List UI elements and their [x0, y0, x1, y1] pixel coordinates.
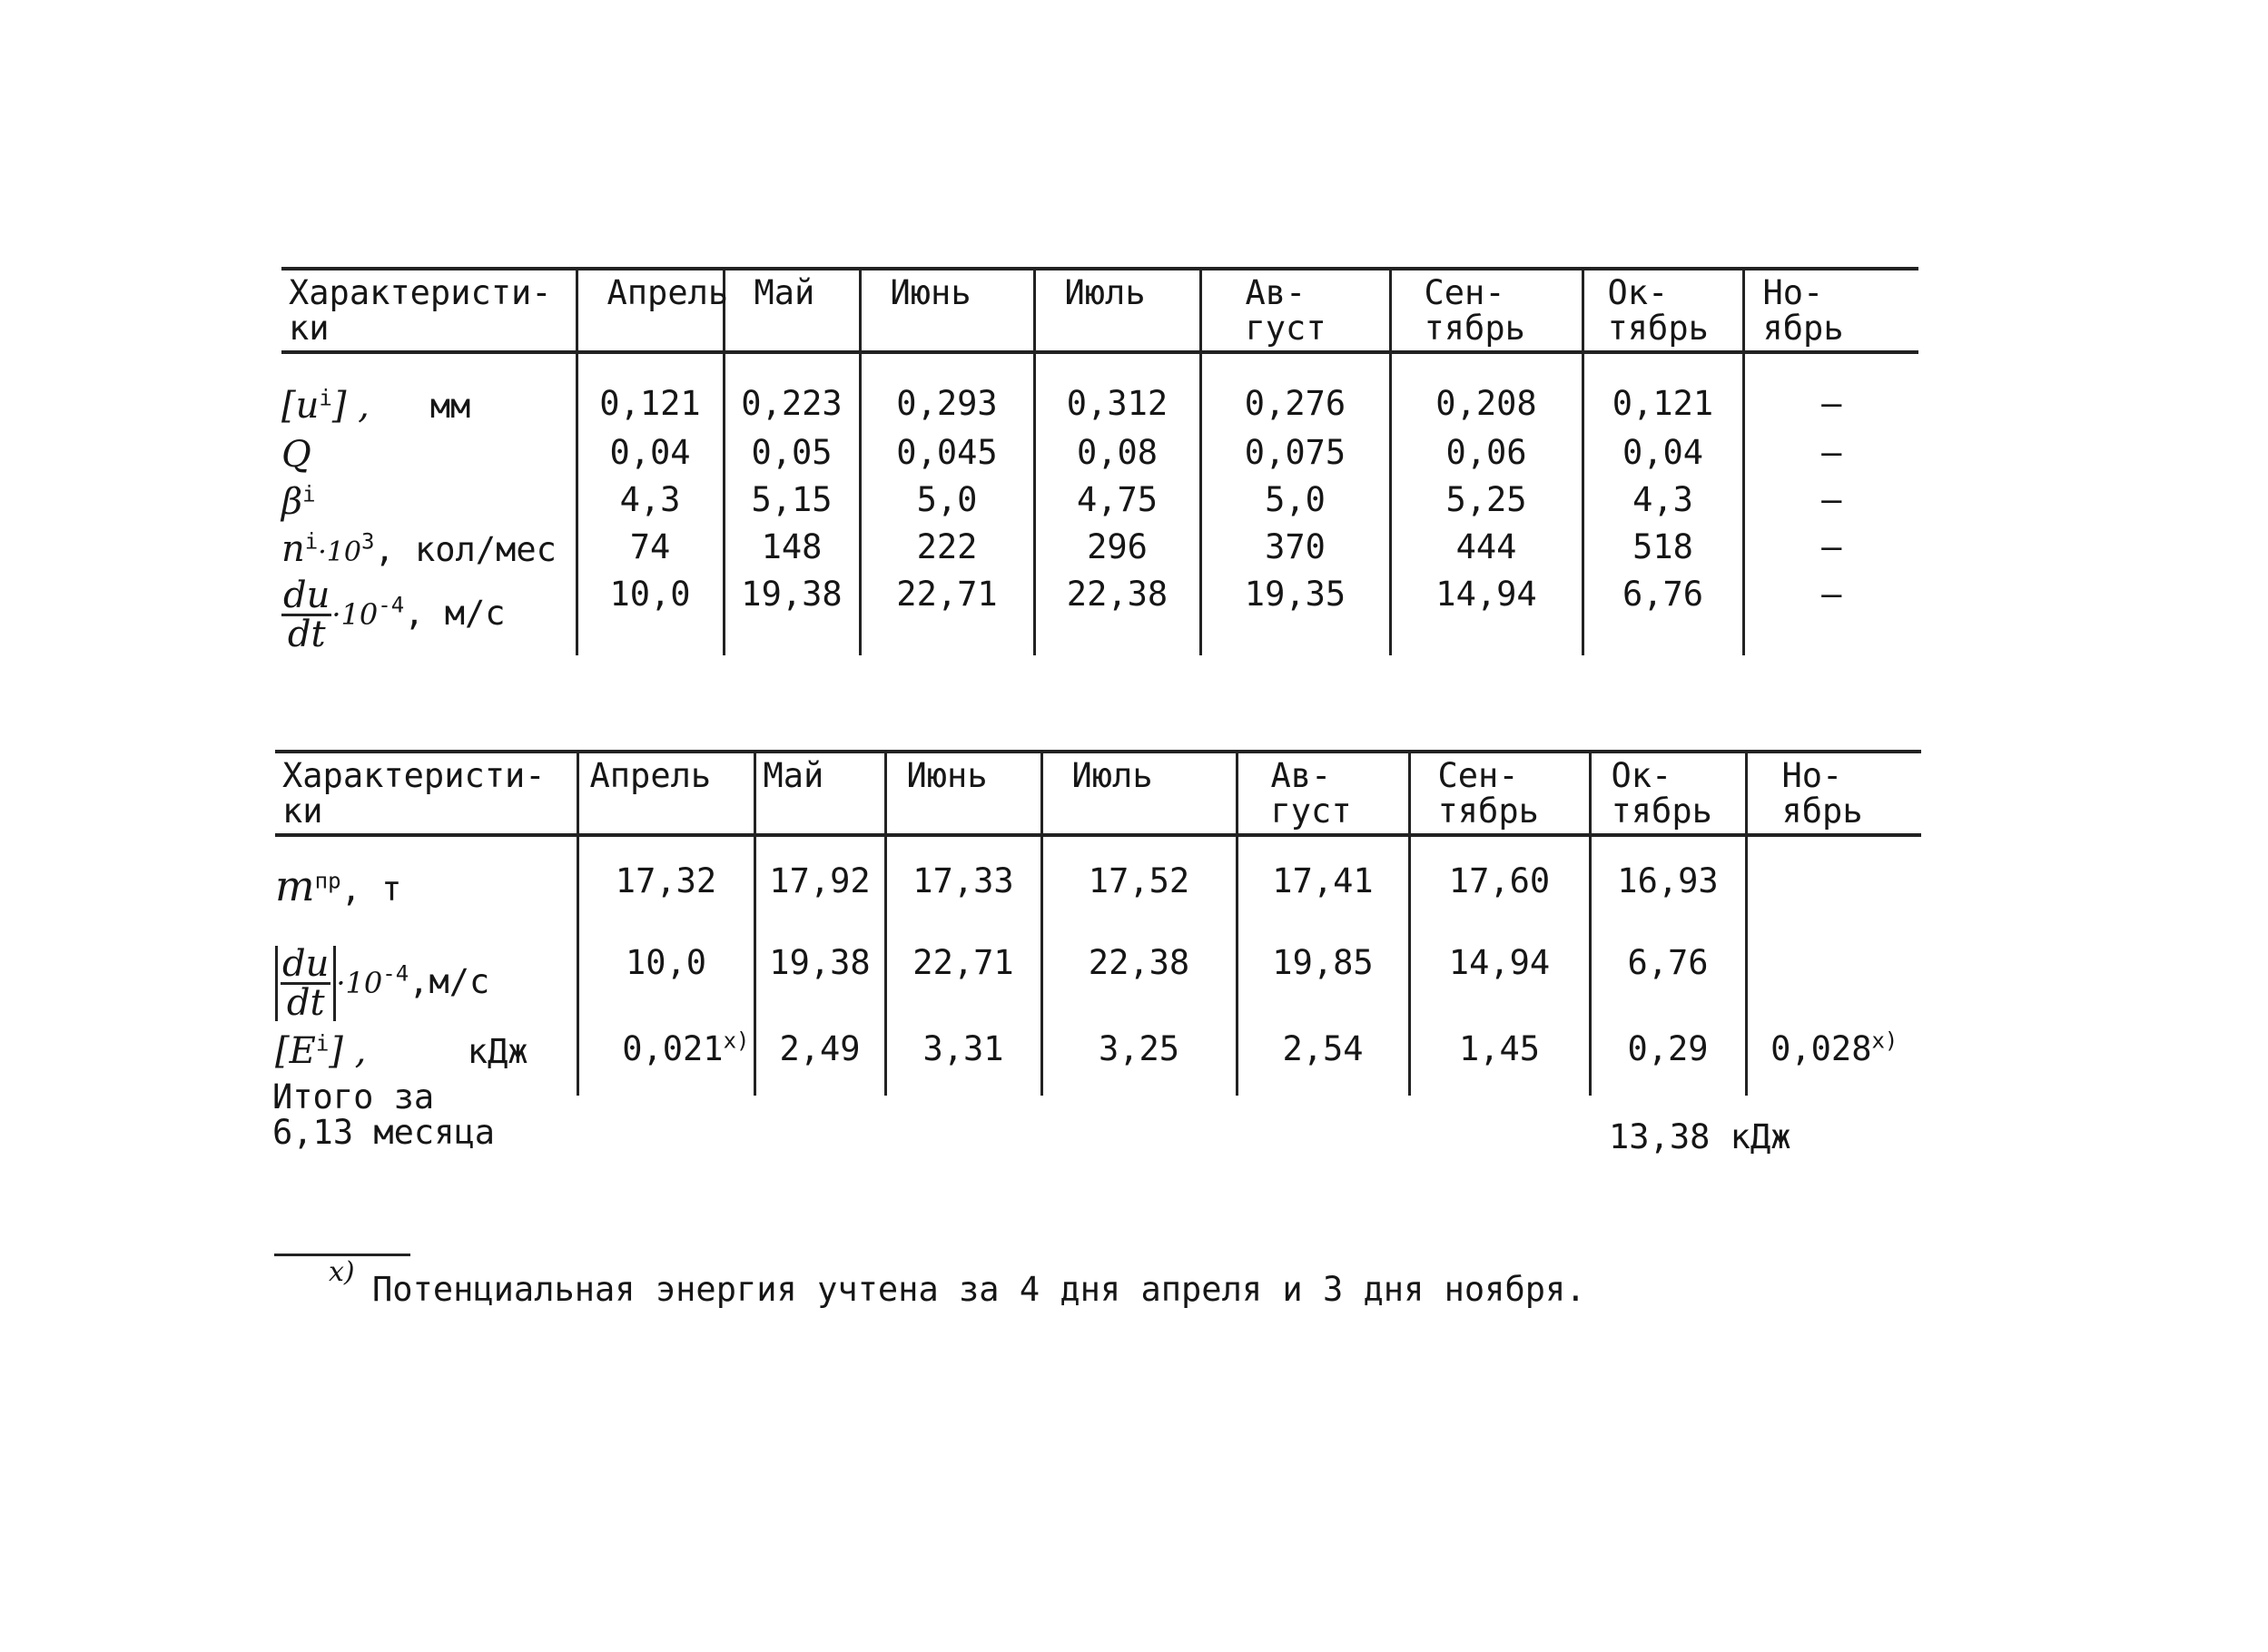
table-row — [275, 935, 1921, 1021]
cell: 0,04 — [1583, 434, 1743, 481]
cell: 22,38 — [1041, 935, 1237, 1021]
cell: 19,38 — [754, 935, 885, 1021]
table-characteristics-2 — [275, 750, 1921, 1096]
row-label-displacement: $[u^i]$ , мм — [281, 384, 471, 427]
cell: 0,276 — [1200, 352, 1390, 434]
cell: 0,312 — [1034, 352, 1200, 434]
cell: 4,3 — [1583, 481, 1743, 528]
header-july: Июль — [1041, 752, 1237, 835]
cell: 19,35 — [1200, 575, 1390, 655]
cell: 2,49 — [754, 1021, 885, 1096]
table-row — [281, 434, 1918, 481]
header-july: Июль — [1034, 269, 1200, 352]
table-header-row — [281, 269, 1918, 352]
cell: 17,41 — [1237, 835, 1409, 935]
cell: – — [1743, 575, 1918, 655]
cell: 17,32 — [577, 835, 754, 935]
cell: 1,45 — [1409, 1021, 1590, 1096]
cell: 16,93 — [1590, 835, 1746, 935]
cell: 0,075 — [1200, 434, 1390, 481]
cell: 0,08 — [1034, 434, 1200, 481]
cell: 6,76 — [1583, 575, 1743, 655]
footnote-marker: x) — [1871, 1028, 1898, 1054]
cell: 0,121 — [1583, 352, 1743, 434]
row-label-q: Q — [281, 433, 311, 476]
cell: 5,25 — [1390, 481, 1583, 528]
cell: 10,0 — [577, 935, 754, 1021]
footnote-text: Потенциальная энергия учтена за 4 дня апреля и 3 дня ноября. — [372, 1270, 1586, 1309]
cell: – — [1743, 528, 1918, 575]
total-label: Итого за 6,13 месяца — [272, 1077, 496, 1152]
table-row — [281, 481, 1918, 528]
cell — [1746, 935, 1921, 1021]
table-row — [281, 575, 1918, 655]
total-value: 13,38 кДж — [1609, 1117, 1791, 1156]
cell: 0,05 — [724, 434, 860, 481]
cell — [1746, 835, 1921, 935]
table-row — [281, 352, 1918, 434]
cell: 0,121 — [577, 352, 724, 434]
cell: 370 — [1200, 528, 1390, 575]
cell: 74 — [577, 528, 724, 575]
cell: – — [1743, 352, 1918, 434]
cell: 296 — [1034, 528, 1200, 575]
header-september: Сен- тябрь — [1390, 269, 1583, 352]
cell: 19,85 — [1237, 935, 1409, 1021]
bracket-du-dt: $\frac{du}{dt}$ — [275, 946, 336, 1021]
cell: 3,25 — [1041, 1021, 1237, 1096]
table-row — [281, 528, 1918, 575]
cell: – — [1743, 434, 1918, 481]
cell: 148 — [724, 528, 860, 575]
fraction-du-dt: $\frac{du}{dt}$ — [283, 574, 330, 655]
cell: 0,04 — [577, 434, 724, 481]
cell: 4,3 — [577, 481, 724, 528]
row-label-energy: $[E^i]$ , кДж — [275, 1029, 528, 1072]
header-april: Апрель — [577, 752, 754, 835]
cell: 3,31 — [885, 1021, 1041, 1096]
cell: 0,045 — [860, 434, 1034, 481]
cell: 4,75 — [1034, 481, 1200, 528]
row-label-du-dt: $\frac{du}{dt}$ $\cdot 10^{-4}$, м/с — [283, 574, 506, 655]
header-may: Май — [724, 269, 860, 352]
row-label-n: $n^i\cdot 10^3$, кол/мес — [281, 527, 557, 570]
cell: 0,223 — [724, 352, 860, 434]
cell: 518 — [1583, 528, 1743, 575]
cell: 14,94 — [1390, 575, 1583, 655]
cell: 0,208 — [1390, 352, 1583, 434]
cell: 22,71 — [860, 575, 1034, 655]
header-september: Сен- тябрь — [1409, 752, 1590, 835]
cell: 6,76 — [1590, 935, 1746, 1021]
cell: 2,54 — [1237, 1021, 1409, 1096]
cell: 444 — [1390, 528, 1583, 575]
header-august: Ав- густ — [1200, 269, 1390, 352]
cell: 0,06 — [1390, 434, 1583, 481]
header-june: Июнь — [885, 752, 1041, 835]
cell: 5,0 — [860, 481, 1034, 528]
cell: 19,38 — [724, 575, 860, 655]
cell: 0,021$^{x)}$ — [577, 1021, 754, 1096]
table-row — [275, 835, 1921, 935]
cell: 14,94 — [1409, 935, 1590, 1021]
header-characteristics: Характеристи- ки — [275, 752, 577, 835]
header-june: Июнь — [860, 269, 1034, 352]
header-october: Ок- тябрь — [1590, 752, 1746, 835]
cell: 5,15 — [724, 481, 860, 528]
header-august: Ав- густ — [1237, 752, 1409, 835]
table-characteristics-1 — [281, 267, 1918, 655]
header-characteristics: Характеристи- ки — [281, 269, 577, 352]
cell: 0,028$^{x)}$ — [1746, 1021, 1921, 1096]
row-label-beta: $\beta^i$ — [281, 480, 316, 523]
header-april: Апрель — [577, 269, 724, 352]
cell: 22,71 — [885, 935, 1041, 1021]
cell: 17,60 — [1409, 835, 1590, 935]
row-label-mass: $m^{пр}$, т — [275, 860, 402, 910]
footnote-mark: x) — [329, 1256, 355, 1288]
header-november: Но- ябрь — [1746, 752, 1921, 835]
cell: 0,293 — [860, 352, 1034, 434]
cell: 5,0 — [1200, 481, 1390, 528]
cell: – — [1743, 481, 1918, 528]
table-row — [275, 1021, 1921, 1096]
row-label-du-dt: $\frac{du}{dt}$ $\cdot 10^{-4},м/с$ — [275, 935, 577, 1021]
header-october: Ок- тябрь — [1583, 269, 1743, 352]
table-header-row — [275, 752, 1921, 835]
cell: 22,38 — [1034, 575, 1200, 655]
footnote-marker: x) — [723, 1028, 750, 1054]
cell: 222 — [860, 528, 1034, 575]
header-may: Май — [754, 752, 885, 835]
cell: 17,33 — [885, 835, 1041, 935]
cell: 17,92 — [754, 835, 885, 935]
header-november: Но- ябрь — [1743, 269, 1918, 352]
cell: 17,52 — [1041, 835, 1237, 935]
cell: 10,0 — [577, 575, 724, 655]
cell: 0,29 — [1590, 1021, 1746, 1096]
